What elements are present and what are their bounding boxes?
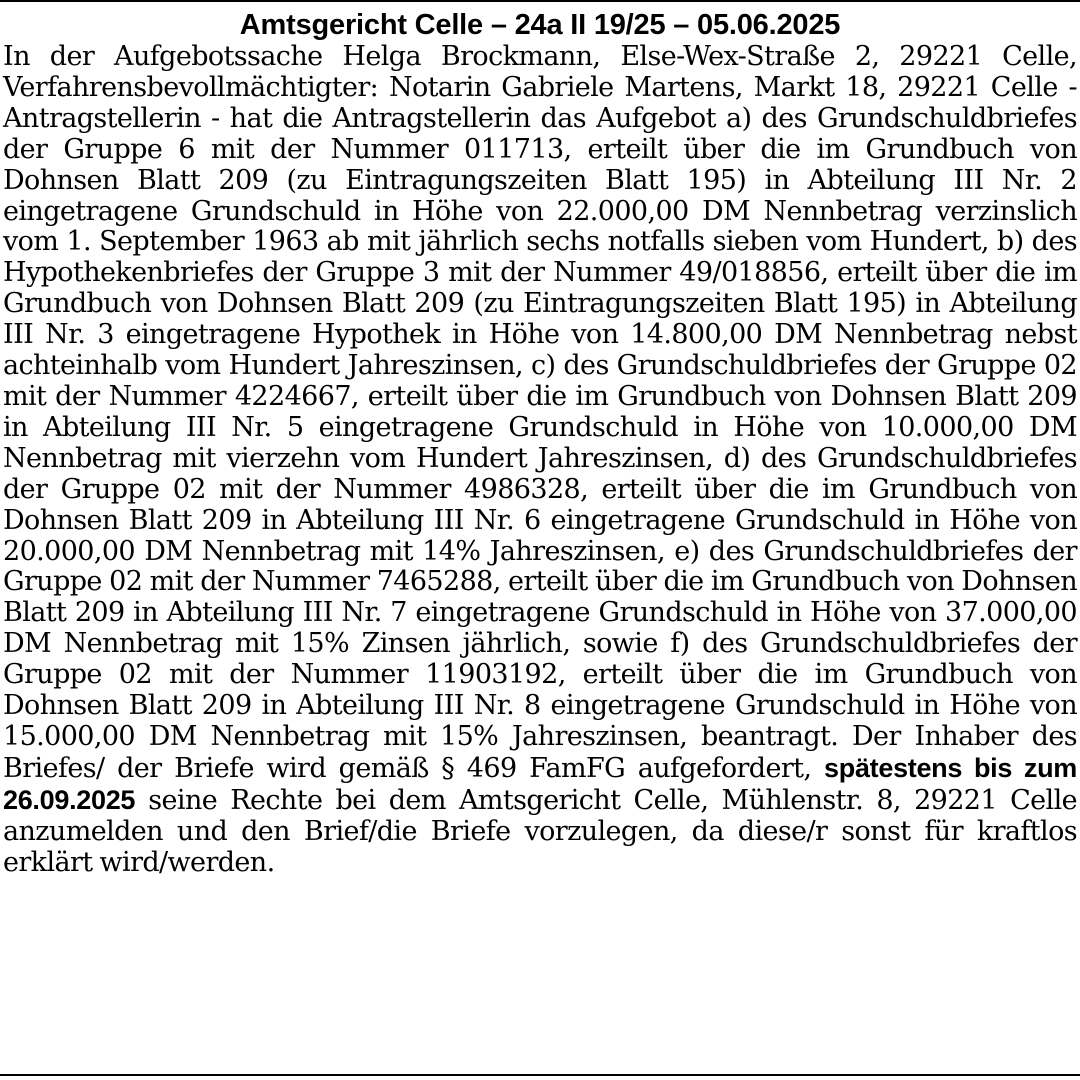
bottom-divider [0,1074,1080,1076]
notice-body-outro: seine Rechte bei dem Amtsgericht Celle, Mühlenstr. 8, 29221 Celle anzumelden und den Brief/die Briefe vorzulegen, da diese/r sonst für kraftlos erklärt wird/werden. [3,784,1077,878]
notice-title: Amtsgericht Celle – 24a II 19/25 – 05.06.2025 [239,9,841,41]
notice-body [0,42,1080,878]
deadline-text: spätestens bis zum 26.09.2025 [3,752,1078,815]
notice-body-intro: In der Aufgebotssache Helga Brockmann, Else-Wex-Straße 2, 29221 Celle, Verfahrensbevollmächtigter: Notarin Gabriele Martens, Markt 18, 29221 Celle - Antragstellerin - hat die Antragstellerin das Aufgebot a) des Grundschuldbriefes der Gruppe 6 mit der Nummer 011713, erteilt über die im Grundbuch von Dohnsen Blatt 209 (zu Eintragungszeiten Blatt 195) in Abteilung III Nr. 2 eingetragene Grundschuld in Höhe von 22.000,00 DM Nennbetrag verzinslich vom 1. September 1963 ab mit jährlich sechs notfalls sieben vom Hundert, b) des Hypothekenbriefes der Gruppe 3 mit der Nummer 49/018856, erteilt über die im Grundbuch von Dohnsen Blatt 209 (zu Eintragungszeiten Blatt 195) in Abteilung III Nr. 3 eingetragene Hypothek in Höhe von 14.800,00 DM Nennbetrag nebst achteinhalb vom Hundert Jahreszinsen, c) des Grundschuldbriefes der Gruppe 02 mit der Nummer 4224667, erteilt über die im Grundbuch von Dohnsen Blatt 209 in Abteilung III Nr. 5 eingetragene Grundschuld in Höhe von 10.000,00 DM Nennbetrag mit vierzehn vom Hundert Jahreszinsen, d) des Grundschuldbriefes der Gruppe 02 mit der Nummer 4986328, erteilt über die im Grundbuch von Dohnsen Blatt 209 in Abteilung III Nr. 6 eingetragene Grundschuld in Höhe von 20.000,00 DM Nennbetrag mit 14% Jahreszinsen, e) des Grundschuldbriefes der Gruppe 02 mit der Nummer 7465288, erteilt über die im Grundbuch von Dohnsen Blatt 209 in Abteilung III Nr. 7 eingetragene Grundschuld in Höhe von 37.000,00 DM Nennbetrag mit 15% Zinsen jährlich, sowie f) des Grundschuldbriefes der Gruppe 02 mit der Nummer 11903192, erteilt über die im Grundbuch von Dohnsen Blatt 209 in Abteilung III Nr. 8 eingetragene Grundschuld in Höhe von 15.000,00 DM Nennbetrag mit 15% Jahreszinsen, beantragt. Der Inhaber des Briefes/ der Briefe wird gemäß § 469 FamFG aufgefordert, [3,41,1077,784]
